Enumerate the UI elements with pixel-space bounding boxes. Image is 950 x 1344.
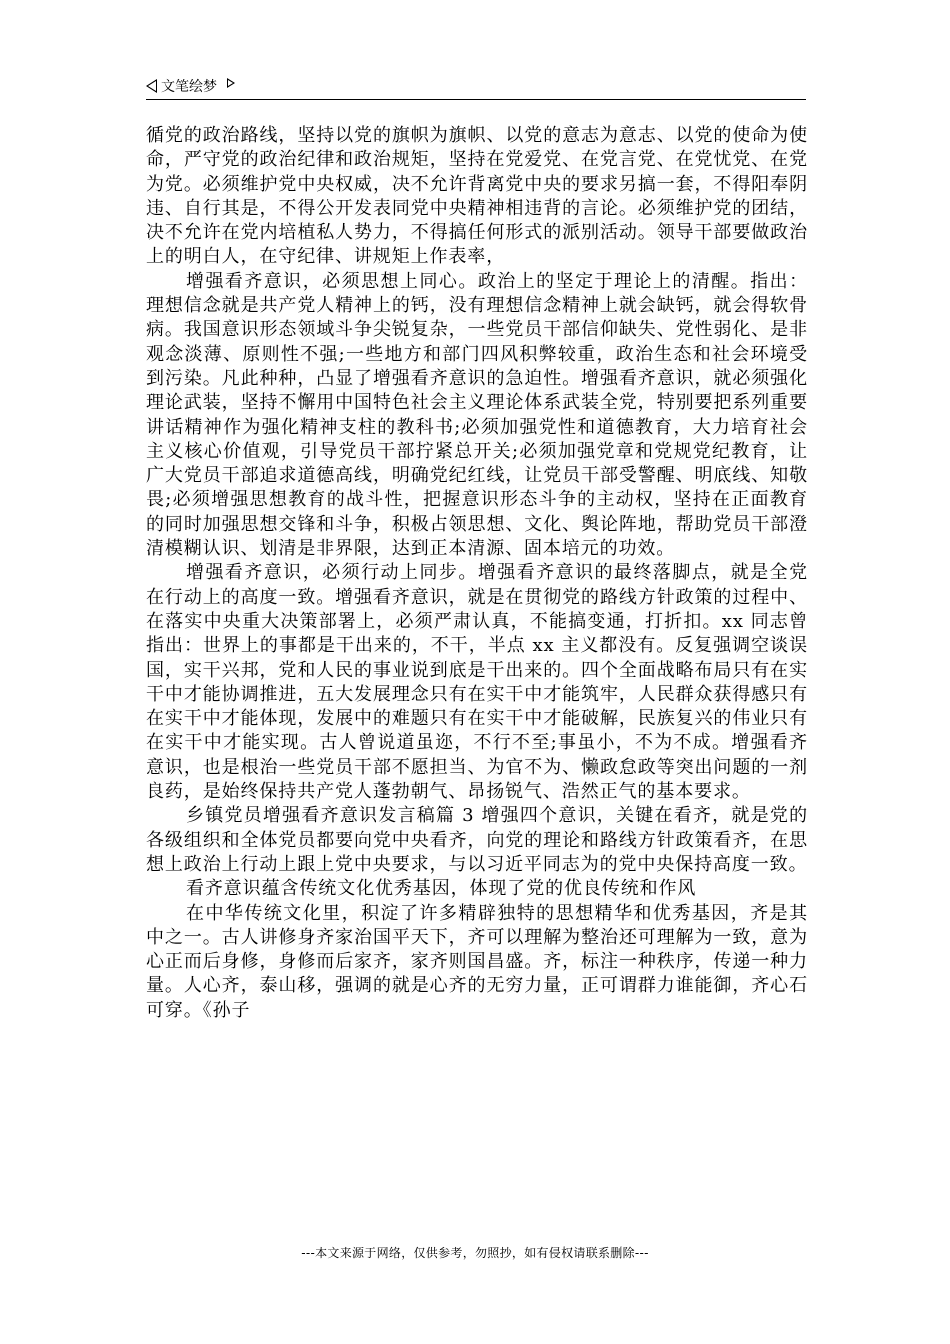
- header-title: 文笔绘梦: [161, 79, 217, 95]
- document-body: [146, 124, 808, 1023]
- header-divider: [146, 99, 806, 100]
- paragraph-continuation: 循党的政治路线，坚持以党的旗帜为旗帜、以党的意志为意志、以党的使命为使命，严守党的政治纪律和政治规矩，坚持在党爱党、在党言党、在党忧党、在党为党。必须维护党中央权威，决不允许背离党中央的要求另搞一套，不得阳奉阴违、自行其是，不得公开发表同党中央精神相违背的言论。必须维护党的团结，决不允许在党内培植私人势力，不得搞任何形式的派别活动。领导干部要做政治上的明白人，在守纪律、讲规矩上作表率，: [146, 125, 808, 268]
- triangle-right-icon: [227, 78, 235, 88]
- paragraph-traditional-culture: 在中华传统文化里，积淀了许多精辟独特的思想精华和优秀基因，齐是其中之一。古人讲修身齐家治国平天下，齐可以理解为整治还可理解为一致，意为心正而后身修，身修而后家齐，家齐则国昌盛。齐，标注一种秩序，传递一种力量。人心齐，泰山移，强调的就是心齐的无穷力量，正可谓群力谁能御，齐心石可穿。《孙子: [146, 902, 808, 1021]
- page-header: [146, 74, 806, 98]
- paragraph-subheading: 看齐意识蕴含传统文化优秀基因，体现了党的优良传统和作风: [186, 878, 697, 900]
- triangle-left-icon: [146, 79, 157, 93]
- paragraph-thought-unity: 增强看齐意识，必须思想上同心。政治上的坚定于理论上的清醒。指出：理想信念就是共产党人精神上的钙，没有理想信念精神上就会缺钙，就会得软骨病。我国意识形态领域斗争尖锐复杂，一些党员干部信仰缺失、党性弱化、是非观念淡薄、原则性不强;一些地方和部门四风积弊较重，政治生态和社会环境受到污染。凡此种种，凸显了增强看齐意识的急迫性。增强看齐意识，就必须强化理论武装，坚持不懈用中国特色社会主义理论体系武装全党，特别要把系列重要讲话精神作为强化精神支柱的教科书;必须加强党性和道德教育，大力培育社会主义核心价值观，引导党员干部拧紧总开关;必须加强党章和党规党纪教育，让广大党员干部追求道德高线，明确党纪红线，让党员干部受警醒、明底线、知敬畏;必须增强思想教育的战斗性，把握意识形态斗争的主动权，坚持在正面教育的同时加强思想交锋和斗争，积极占领思想、文化、舆论阵地，帮助党员干部澄清模糊认识、划清是非界限，达到正本清源、固本培元的功效。: [146, 270, 808, 560]
- paragraph-article-3-intro: 乡镇党员增强看齐意识发言稿篇 3 增强四个意识，关键在看齐，就是党的各级组织和全体党员都要向党中央看齐，向党的理论和路线方针政策看齐，在思想上政治上行动上跟上党中央要求，与以习近平同志为的党中央保持高度一致。: [146, 805, 808, 875]
- paragraph-action-unity: 增强看齐意识，必须行动上同步。增强看齐意识的最终落脚点，就是全党在行动上的高度一致。增强看齐意识，就是在贯彻党的路线方针政策的过程中、在落实中央重大决策部署上，必须严肃认真，不能搞变通，打折扣。xx 同志曾指出：世界上的事都是干出来的，不干，半点 xx 主义都没有。反复强调空谈误国，实干兴邦，党和人民的事业说到底是干出来的。四个全面战略布局只有在实干中才能协调推进，五大发展理念只有在实干中才能筑牢，人民群众获得感只有在实干中才能体现，发展中的难题只有在实干中才能破解，民族复兴的伟业只有在实干中才能实现。古人曾说道虽迩，不行不至;事虽小，不为不成。增强看齐意识，也是根治一些党员干部不愿担当、为官不为、懒政怠政等突出问题的一剂良药，是始终保持共产党人蓬勃朝气、昂扬锐气、浩然正气的基本要求。: [146, 562, 808, 803]
- page-footer: ---本文来源于网络，仅供参考，勿照抄，如有侵权请联系删除---: [301, 1246, 649, 1260]
